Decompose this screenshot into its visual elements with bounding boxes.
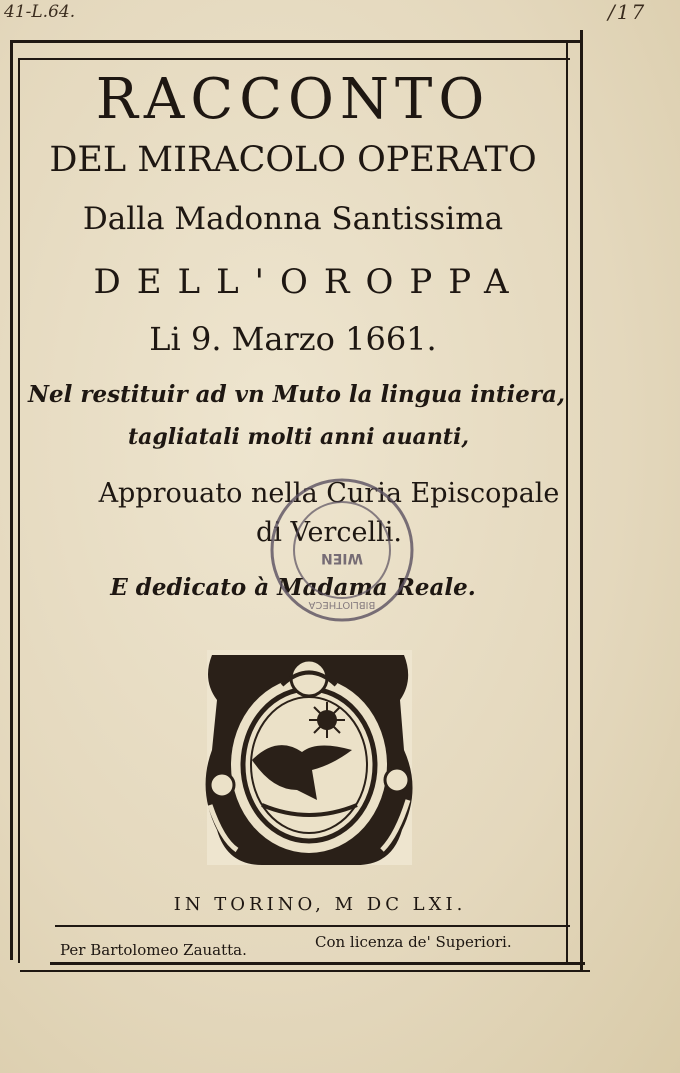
printers-emblem [192, 640, 427, 875]
dedication: E dedicato à Madama Reale. [110, 574, 476, 601]
imprint-place-date: IN TORINO, M DC LXI. [173, 894, 467, 915]
approval-line-1: Approuato nella Curia Episcopale [98, 478, 560, 509]
license-note: Con licenza de' Superiori. [315, 933, 512, 951]
title-line-4: DELL'OROPPA [93, 262, 525, 302]
printer-name: Per Bartolomeo Zauatta. [60, 941, 247, 959]
title-line-3: Dalla Madonna Santissima [82, 201, 504, 237]
subtitle-line-1: Nel restituir ad vn Muto la lingua intiera, [28, 381, 565, 408]
shelfmark-note: 41-L.64. [4, 2, 76, 22]
title-line-2: DEL MIRACOLO OPERATO [49, 140, 537, 180]
title-date: Li 9. Marzo 1661. [149, 320, 437, 358]
svg-text:BIBLIOTHECA: BIBLIOTHECA [308, 599, 376, 610]
svg-text:WIEN: WIEN [321, 550, 363, 566]
library-stamp [262, 470, 422, 630]
book-title: RACCONTO [95, 67, 491, 132]
approval-line-2: di Vercelli. [256, 517, 402, 548]
subtitle-line-2: tagliatali molti anni auanti, [128, 424, 469, 450]
folio-note: /17 [608, 0, 647, 24]
